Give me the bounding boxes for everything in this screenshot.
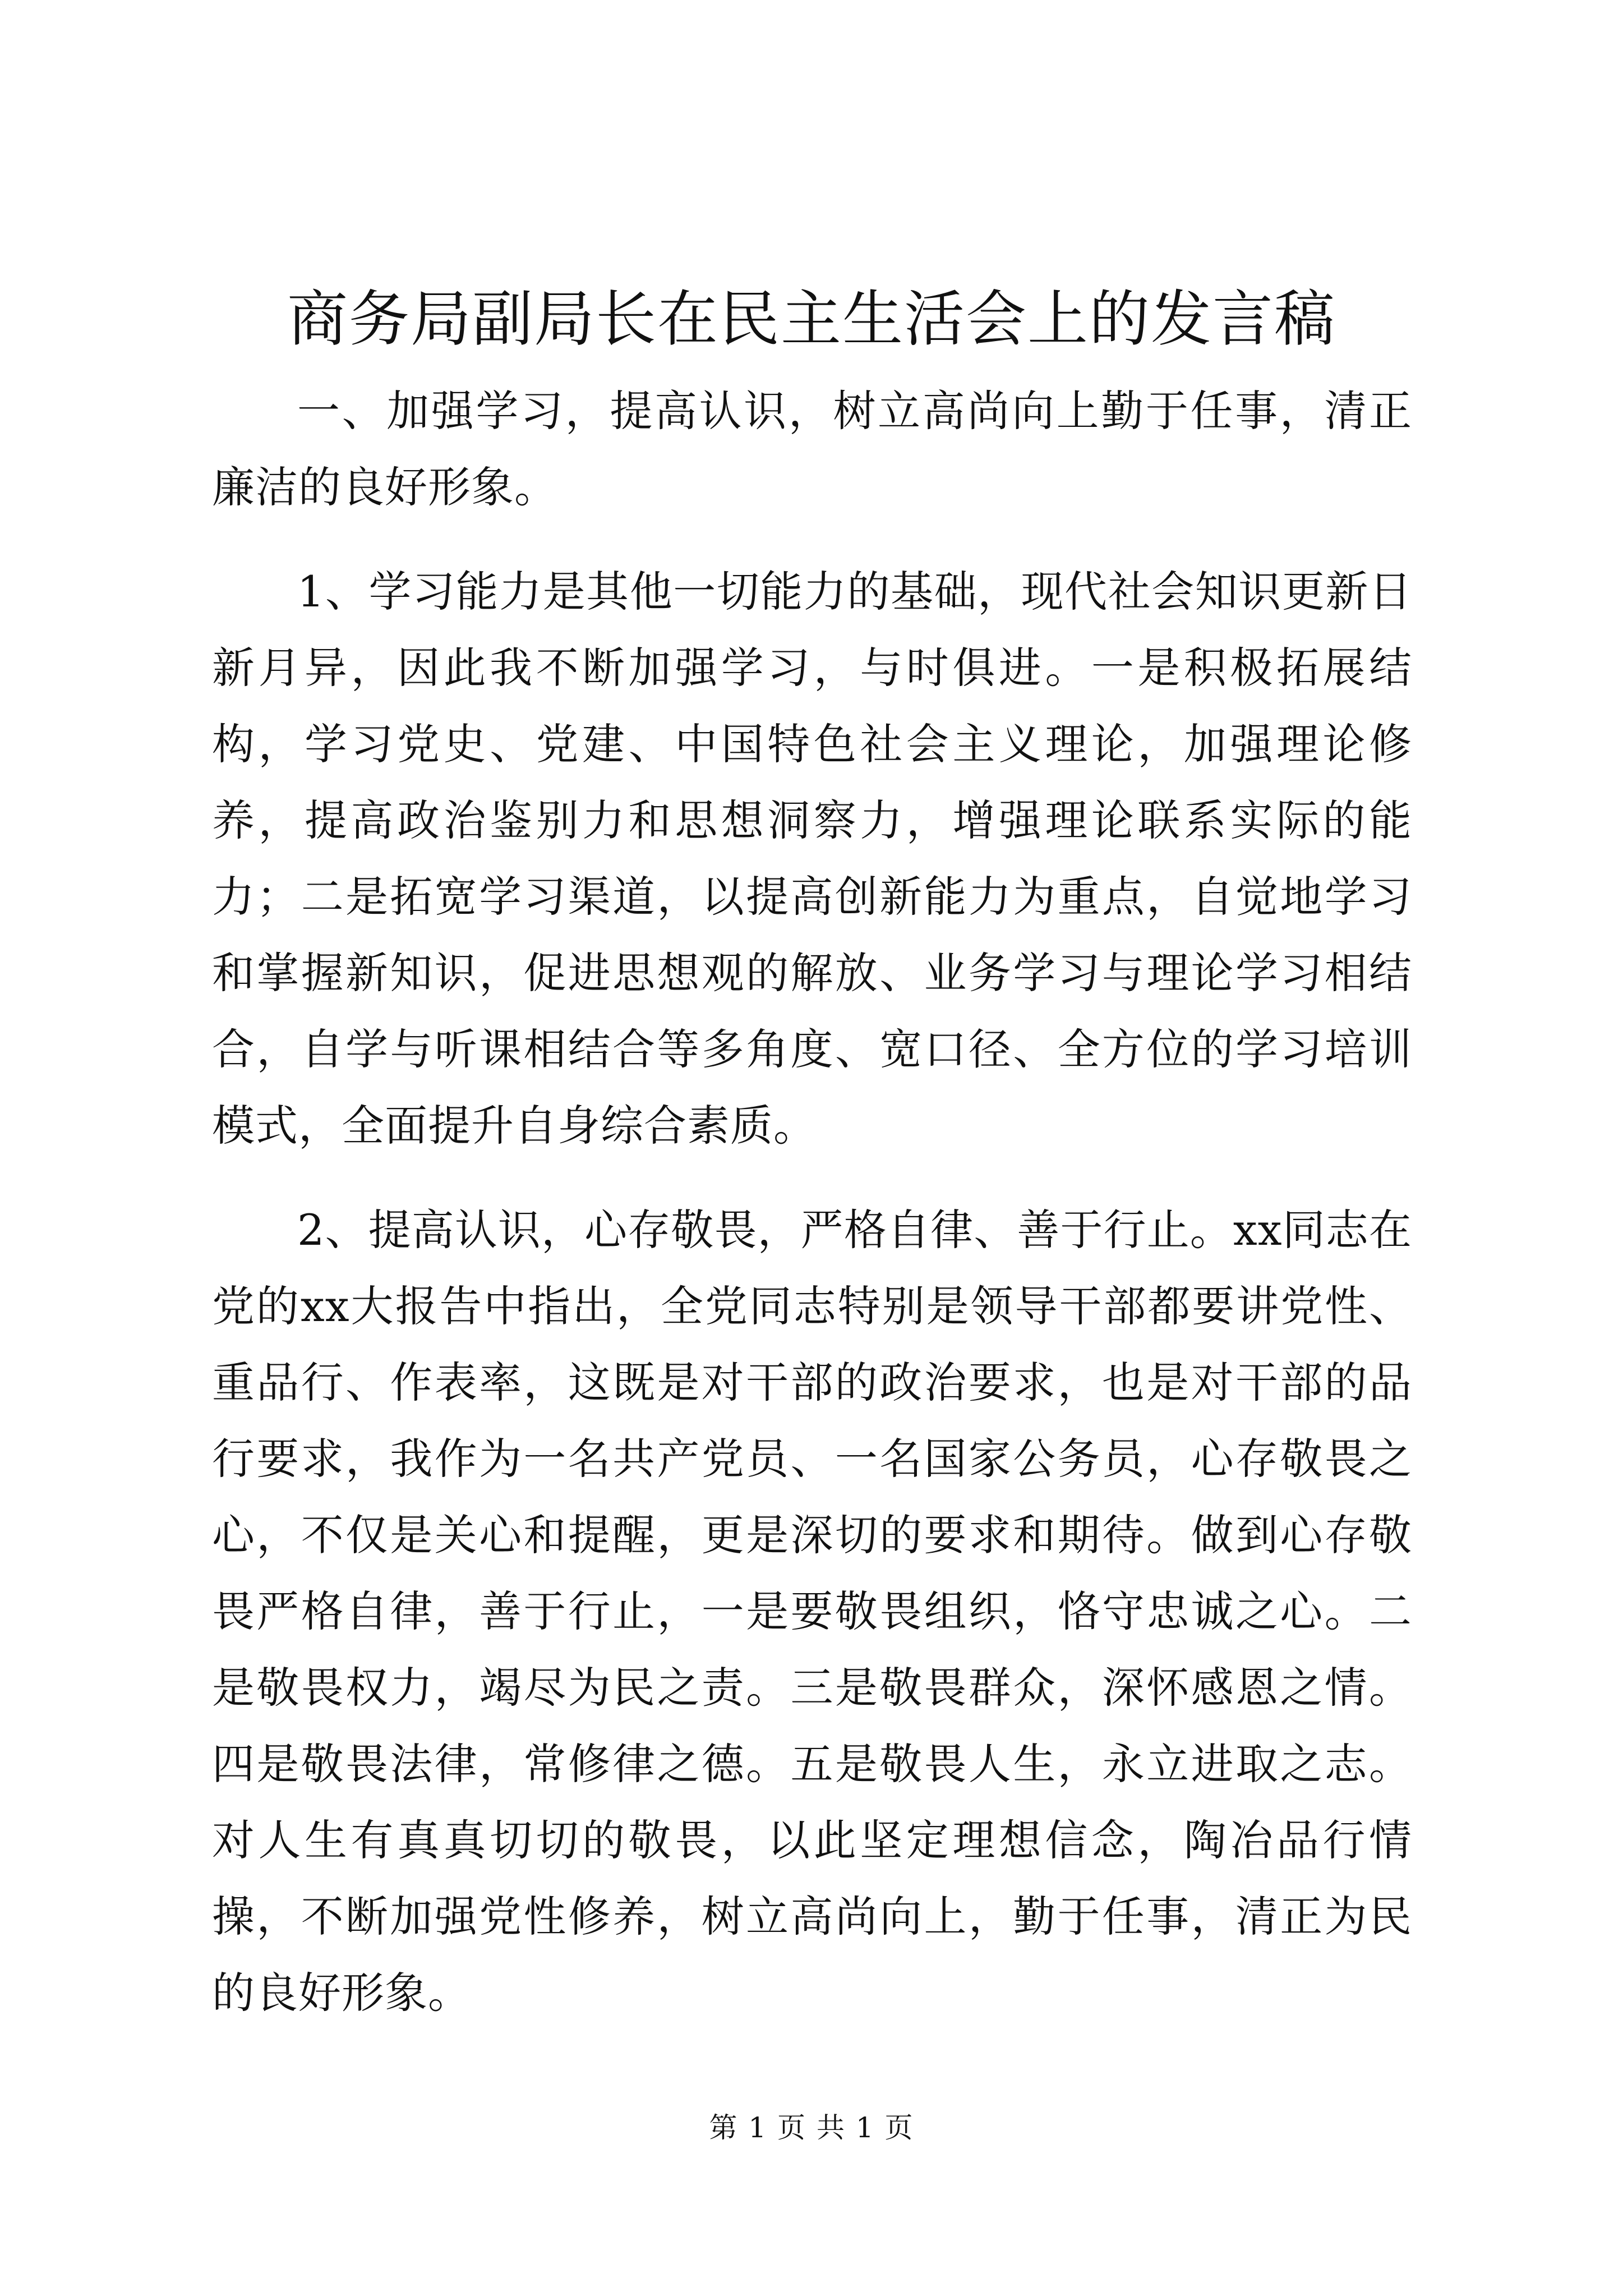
document-title: 商务局副局长在民主生活会上的发言稿: [287, 284, 1336, 355]
paragraph-item-1: 1、学习能力是其他一切能力的基础，现代社会知识更新日新月异，因此我不断加强学习，与时俱进。一是积极拓展结构，学习党史、党建、中国特色社会主义理论，加强理论修养，提高政治鉴别力和思想洞察力，增强理论联系实际的能力；二是拓宽学习渠道，以提高创新能力为重点，自觉地学习和掌握新知识，促进思想观的解放、业务学习与理论学习相结合，自学与听课相结合等多角度、宽口径、全方位的学习培训模式，全面提升自身综合素质。: [212, 567, 1412, 1151]
document-body: [212, 373, 1412, 2059]
page-footer: 第 1 页 共 1 页: [709, 2111, 914, 2144]
paragraph-section-heading: 一、加强学习，提高认识，树立高尚向上勤于任事，清正廉洁的良好形象。: [212, 386, 1412, 512]
paragraph-item-2: 2、提高认识，心存敬畏，严格自律、善于行止。xx同志在党的xx大报告中指出，全党同志特别是领导干部都要讲党性、重品行、作表率，这既是对干部的政治要求，也是对干部的品行要求，我作为一名共产党员、一名国家公务员，心存敬畏之心，不仅是关心和提醒，更是深切的要求和期待。做到心存敬畏严格自律，善于行止，一是要敬畏组织，恪守忠诚之心。二是敬畏权力，竭尽为民之责。三是敬畏群众，深怀感恩之情。四是敬畏法律，常修律之德。五是敬畏人生，永立进取之志。对人生有真真切切的敬畏，以此坚定理想信念，陶冶品行情操，不断加强党性修养，树立高尚向上，勤于任事，清正为民的良好形象。: [212, 1205, 1412, 2018]
